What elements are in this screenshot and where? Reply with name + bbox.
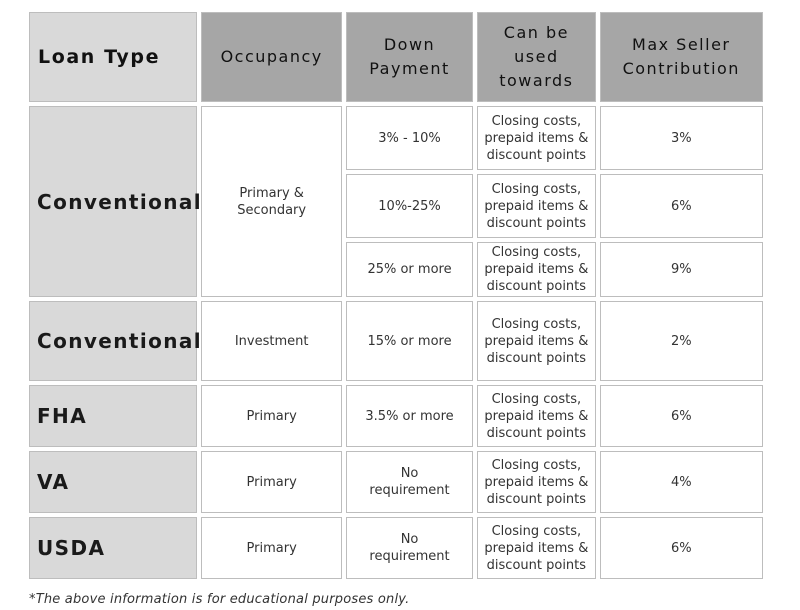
down-payment-cell: 25% or more xyxy=(346,242,473,297)
loan-type-cell: Conventional xyxy=(29,301,197,381)
table-row xyxy=(29,517,763,579)
footnote: *The above information is for educational purposes only. xyxy=(29,592,410,607)
down-payment-cell xyxy=(346,451,473,513)
header-loan-type: Loan Type xyxy=(29,12,197,102)
used-towards-line: Closing costs, xyxy=(491,523,582,539)
used-towards-line: prepaid items & xyxy=(484,474,589,490)
header-max-seller-line: Contribution xyxy=(622,59,740,78)
loan-comparison-table-container xyxy=(25,8,767,583)
max-seller-cell: 3% xyxy=(600,106,763,170)
header-used-towards xyxy=(477,12,595,102)
max-seller-cell: 6% xyxy=(600,385,763,447)
down-payment-line: No xyxy=(400,532,419,547)
down-payment-line: requirement xyxy=(369,483,450,498)
occupancy-cell xyxy=(201,106,341,297)
table-row xyxy=(29,385,763,447)
header-row xyxy=(29,12,763,102)
header-down-payment-line: Down xyxy=(383,35,436,54)
used-towards-line: prepaid items & xyxy=(484,333,589,349)
max-seller-cell: 4% xyxy=(600,451,763,513)
loan-type-cell: VA xyxy=(29,451,197,513)
max-seller-cell: 6% xyxy=(600,174,763,238)
down-payment-cell: 15% or more xyxy=(346,301,473,381)
down-payment-cell xyxy=(346,517,473,579)
used-towards-line: discount points xyxy=(486,279,587,294)
used-towards-line: Closing costs, xyxy=(491,113,582,129)
header-used-towards-line: used xyxy=(514,47,559,66)
occupancy-cell: Primary xyxy=(201,517,341,579)
occupancy-cell: Investment xyxy=(201,301,341,381)
header-used-towards-line: towards xyxy=(499,71,574,90)
down-payment-cell: 10%-25% xyxy=(346,174,473,238)
header-down-payment-line: Payment xyxy=(369,59,450,78)
used-towards-line: discount points xyxy=(486,491,587,507)
header-max-seller-line: Max Seller xyxy=(632,35,731,54)
max-seller-cell: 9% xyxy=(600,242,763,297)
occupancy-line: Primary & xyxy=(239,185,304,201)
occupancy-cell: Primary xyxy=(201,385,341,447)
used-towards-line: Closing costs, xyxy=(491,245,582,260)
header-down-payment xyxy=(346,12,473,102)
used-towards-line: prepaid items & xyxy=(484,198,589,214)
occupancy-line: Secondary xyxy=(237,202,307,218)
used-towards-line: Closing costs, xyxy=(491,316,582,332)
used-towards-line: discount points xyxy=(486,425,587,441)
down-payment-line: No xyxy=(400,466,419,481)
loan-type-cell: FHA xyxy=(29,385,197,447)
used-towards-line: Closing costs, xyxy=(491,181,582,197)
down-payment-cell: 3.5% or more xyxy=(346,385,473,447)
used-towards-line: Closing costs, xyxy=(491,391,582,407)
used-towards-line: Closing costs, xyxy=(491,457,582,473)
used-towards-line: discount points xyxy=(486,557,587,573)
max-seller-cell: 6% xyxy=(600,517,763,579)
used-towards-cell xyxy=(477,106,595,170)
header-max-seller-contribution xyxy=(600,12,763,102)
used-towards-line: prepaid items & xyxy=(484,408,589,424)
occupancy-cell: Primary xyxy=(201,451,341,513)
max-seller-cell: 2% xyxy=(600,301,763,381)
down-payment-cell: 3% - 10% xyxy=(346,106,473,170)
used-towards-cell xyxy=(477,451,595,513)
used-towards-line: prepaid items & xyxy=(484,130,589,146)
used-towards-line: prepaid items & xyxy=(484,540,589,556)
used-towards-cell xyxy=(477,174,595,238)
used-towards-line: discount points xyxy=(486,147,587,163)
down-payment-line: requirement xyxy=(369,549,450,564)
used-towards-line: discount points xyxy=(486,215,587,231)
used-towards-cell xyxy=(477,301,595,381)
used-towards-cell xyxy=(477,517,595,579)
used-towards-line: prepaid items & xyxy=(484,262,589,277)
header-used-towards-line: Can be xyxy=(503,23,569,42)
loan-type-cell: USDA xyxy=(29,517,197,579)
used-towards-line: discount points xyxy=(486,350,587,366)
table-row xyxy=(29,106,763,170)
header-occupancy: Occupancy xyxy=(201,12,341,102)
used-towards-cell xyxy=(477,242,595,297)
used-towards-cell xyxy=(477,385,595,447)
loan-type-cell: Conventional xyxy=(29,106,197,297)
table-row xyxy=(29,451,763,513)
loan-comparison-table xyxy=(25,8,767,583)
table-row xyxy=(29,301,763,381)
